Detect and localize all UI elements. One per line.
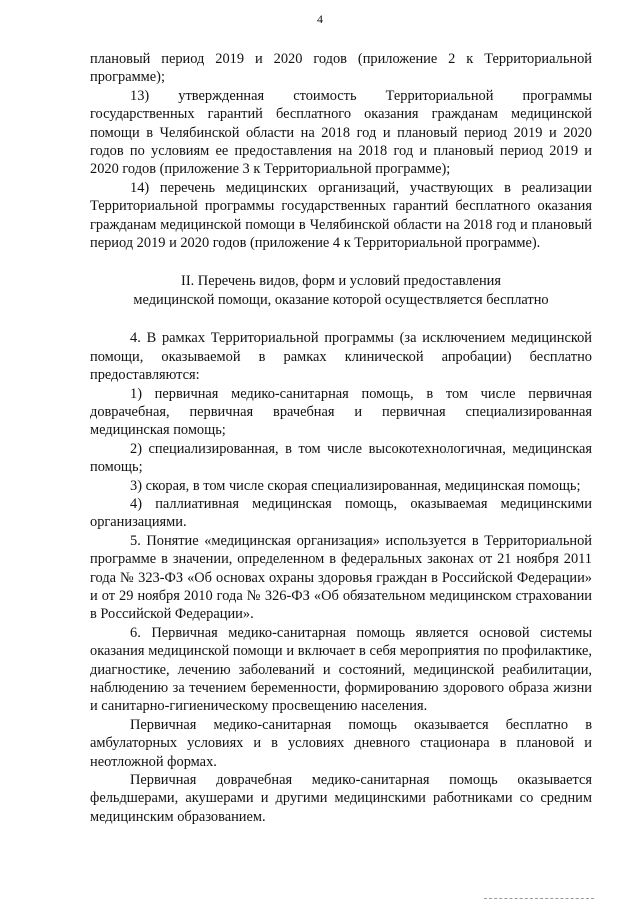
paragraph-item-13: 13) утвержденная стоимость Территориальной программы государственных гарантий бесплатного оказания гражданам медицинской помощи в Челябинской области на 2018 год и плановый период 2019 и 2020 годов по условиям ее предоставления на 2018 год и плановый период 2019 и 2020 годов (приложение 3 к Территориальной программе);: [90, 87, 592, 178]
list-item-primary-care: 1) первичная медико-санитарная помощь, в том числе первичная доврачебная, первичная врачебная и первичная специализированная медицинская помощь;: [90, 385, 592, 439]
list-item-specialized-care: 2) специализированная, в том числе высокотехнологичная, медицинская помощь;: [90, 440, 592, 476]
list-item-palliative-care: 4) паллиативная медицинская помощь, оказываемая медицинскими организациями.: [90, 495, 592, 531]
paragraph-primary-care-free: Первичная медико-санитарная помощь оказывается бесплатно в амбулаторных условиях и в условиях дневного стационара в плановой и неотложной формах.: [90, 716, 592, 770]
paragraph-prehospital-care: Первичная доврачебная медико-санитарная помощь оказывается фельдшерами, акушерами и другими медицинскими работниками со средним медицинским образованием.: [90, 772, 592, 825]
page-number: 4: [317, 12, 323, 26]
paragraph-item-14: 14) перечень медицинских организаций, участвующих в реализации Территориальной программы государственных гарантий бесплатного оказания гражданам медицинской помощи в Челябинской области на 2018 год и плановый период 2019 и 2020 годов (приложение 4 к Территориальной программе).: [90, 179, 592, 252]
scan-edge-mark: [484, 898, 594, 901]
paragraph-4: 4. В рамках Территориальной программы (за исключением медицинской помощи, оказываемой в рамках клинической апробации) бесплатно предоставляются:: [90, 330, 592, 384]
paragraph-5: 5. Понятие «медицинская организация» используется в Территориальной программе в значении, определенном в федеральных законах от 21 ноября 2011 года № 323-ФЗ «Об основах охраны здоровья граждан в Российской Федерации» и от 29 ноября 2010 года № 326-ФЗ «Об обязательном медицинском страховании в Российской Федерации».: [90, 532, 592, 623]
paragraph-6: 6. Первичная медико-санитарная помощь является основой системы оказания медицинской помощи и включает в себя мероприятия по профилактике, диагностике, лечению заболеваний и состояний, медицинской реабилитации, наблюдению за течением беременности, формированию здорового образа жизни и санитарно-гигиеническому просвещению населения.: [90, 624, 592, 715]
document-body: [90, 50, 592, 826]
paragraph-continuation: плановый период 2019 и 2020 годов (приложение 2 к Территориальной программе);: [90, 51, 592, 86]
list-item-emergency-care: 3) скорая, в том числе скорая специализированная, медицинская помощь;: [130, 477, 581, 494]
section-heading-line-2: медицинской помощи, оказание которой осуществляется бесплатно: [133, 291, 549, 308]
section-heading: [90, 272, 592, 309]
section-heading-line-1: II. Перечень видов, форм и условий предоставления: [181, 273, 501, 290]
